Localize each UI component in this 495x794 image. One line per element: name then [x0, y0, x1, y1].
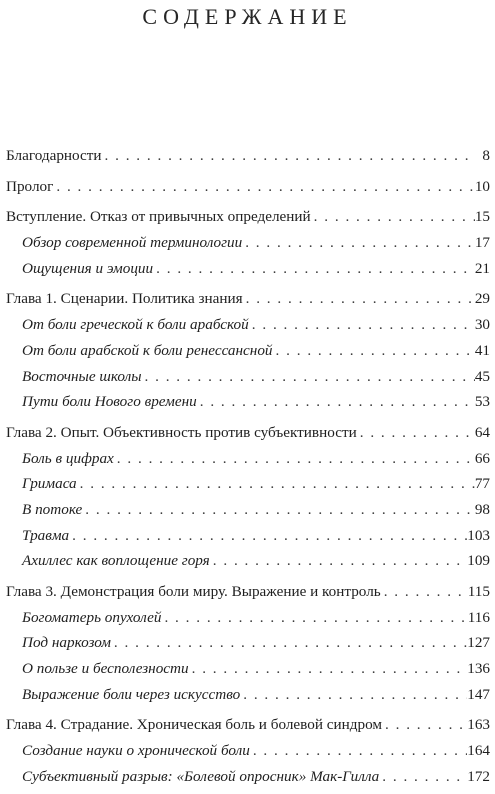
- dot-leader: [382, 716, 467, 734]
- toc-entry-page-number: 115: [467, 583, 490, 600]
- toc-subentry: [6, 260, 490, 286]
- dot-leader: [210, 552, 467, 570]
- toc-entry-label: Ощущения и эмоции: [22, 259, 154, 277]
- dot-leader: [82, 501, 475, 519]
- toc-entry-page-number: 21: [474, 259, 490, 277]
- dot-leader: [249, 316, 475, 334]
- dot-leader: [189, 660, 468, 678]
- toc-subentry: [6, 450, 490, 476]
- toc-entry-page-number: 164: [467, 742, 490, 760]
- toc-entry-label: Вступление. Отказ от привычных определений: [6, 208, 311, 226]
- toc-entry-page-number: 45: [474, 367, 490, 385]
- toc-entry-label: Обзор современной терминологии: [22, 234, 243, 252]
- toc-entry-label: От боли арабской к боли ренессансной: [22, 341, 273, 359]
- page-title: СОДЕРЖАНИЕ: [142, 4, 353, 29]
- toc-entry-label: Субъективный разрыв: «Болевой опросник» Мак-Гилла: [22, 767, 380, 785]
- toc-entry: [6, 424, 490, 450]
- toc-entry-page-number: 147: [467, 685, 490, 703]
- dot-leader: [357, 424, 475, 442]
- toc-subentry: [6, 609, 490, 635]
- toc-entry: [6, 178, 490, 204]
- toc-entry-label: Глава 1. Сценарии. Политика знания: [6, 290, 243, 308]
- toc-entry-label: Травма: [22, 526, 70, 544]
- toc-entry: [6, 583, 490, 609]
- toc-entry-label: Благодарности: [6, 147, 102, 164]
- toc-entry-page-number: 66: [474, 449, 490, 467]
- toc-subentry: [6, 742, 490, 768]
- dot-leader: [311, 208, 475, 226]
- toc-entry-label: Богоматерь опухолей: [22, 608, 162, 626]
- toc-subentry: [6, 634, 490, 660]
- toc-entry-label: Пролог: [6, 177, 54, 195]
- toc-entry: [6, 290, 490, 316]
- toc-subentry: [6, 342, 490, 368]
- dot-leader: [161, 609, 467, 627]
- table-of-contents: [6, 147, 490, 794]
- dot-leader: [381, 583, 468, 601]
- dot-leader: [111, 634, 467, 652]
- toc-entry-label: Выражение боли через искусство: [22, 685, 241, 703]
- toc-subentry: [6, 660, 490, 686]
- dot-leader: [114, 450, 475, 468]
- toc-subentry: [6, 501, 490, 527]
- toc-entry-page-number: 30: [474, 316, 490, 334]
- toc-subentry: [6, 527, 490, 553]
- dot-leader: [243, 290, 475, 308]
- dot-leader: [250, 742, 467, 760]
- toc-subentry: [6, 552, 490, 578]
- dot-leader: [77, 475, 475, 493]
- toc-entry: [6, 208, 490, 234]
- toc-subentry: [6, 686, 490, 712]
- toc-entry: [6, 147, 490, 173]
- toc-subentry: [6, 475, 490, 501]
- toc-entry-page-number: 8: [482, 147, 490, 164]
- toc-entry-label: В потоке: [22, 500, 83, 518]
- toc-entry-page-number: 64: [474, 423, 490, 441]
- toc-entry-label: Пути боли Нового времени: [22, 393, 197, 411]
- toc-subentry: [6, 316, 490, 342]
- toc-entry-label: Гримаса: [22, 475, 77, 493]
- toc-entry-label: Глава 3. Демонстрация боли миру. Выражение и контроль: [6, 583, 381, 600]
- dot-leader: [242, 234, 475, 252]
- dot-leader: [153, 260, 475, 278]
- toc-subentry: [6, 393, 490, 419]
- toc-entry-label: Восточные школы: [22, 367, 142, 385]
- toc-subentry: [6, 368, 490, 394]
- dot-leader: [197, 393, 475, 411]
- toc-entry-label: Глава 4. Страдание. Хроническая боль и болевой синдром: [6, 716, 382, 734]
- toc-entry-page-number: 10: [474, 177, 490, 195]
- toc-entry-label: От боли греческой к боли арабской: [22, 316, 249, 334]
- toc-entry-page-number: 29: [474, 290, 490, 308]
- toc-entry-page-number: 109: [467, 552, 490, 570]
- toc-entry-label: Создание науки о хронической боли: [22, 742, 250, 760]
- dot-leader: [379, 768, 467, 786]
- dot-leader: [142, 368, 475, 386]
- toc-entry-label: Ахиллес как воплощение горя: [22, 552, 210, 570]
- toc-entry-label: Боль в цифрах: [22, 449, 114, 467]
- toc-entry-page-number: 41: [474, 341, 490, 359]
- toc-entry-page-number: 98: [474, 500, 490, 518]
- toc-entry-label: Глава 2. Опыт. Объективность против субъективности: [6, 423, 357, 441]
- toc-entry-page-number: 172: [467, 767, 490, 785]
- toc-subentry: [6, 768, 490, 794]
- toc-entry-page-number: 136: [467, 660, 490, 678]
- toc-entry-page-number: 53: [474, 393, 490, 411]
- toc-entry-page-number: 163: [467, 716, 490, 734]
- toc-entry-page-number: 127: [467, 634, 490, 652]
- dot-leader: [69, 527, 467, 545]
- toc-subentry: [6, 234, 490, 260]
- toc-entry-page-number: 77: [474, 475, 490, 493]
- toc-entry-page-number: 15: [474, 208, 490, 226]
- toc-entry-label: Под наркозом: [22, 634, 111, 652]
- toc-entry-page-number: 103: [467, 526, 490, 544]
- toc-entry-label: О пользе и бесполезности: [22, 660, 189, 678]
- toc-entry: [6, 716, 490, 742]
- dot-leader: [240, 686, 467, 704]
- dot-leader: [53, 178, 474, 196]
- dot-leader: [102, 147, 476, 165]
- toc-entry-page-number: 17: [474, 234, 490, 252]
- dot-leader: [273, 342, 475, 360]
- toc-entry-page-number: 116: [467, 608, 490, 626]
